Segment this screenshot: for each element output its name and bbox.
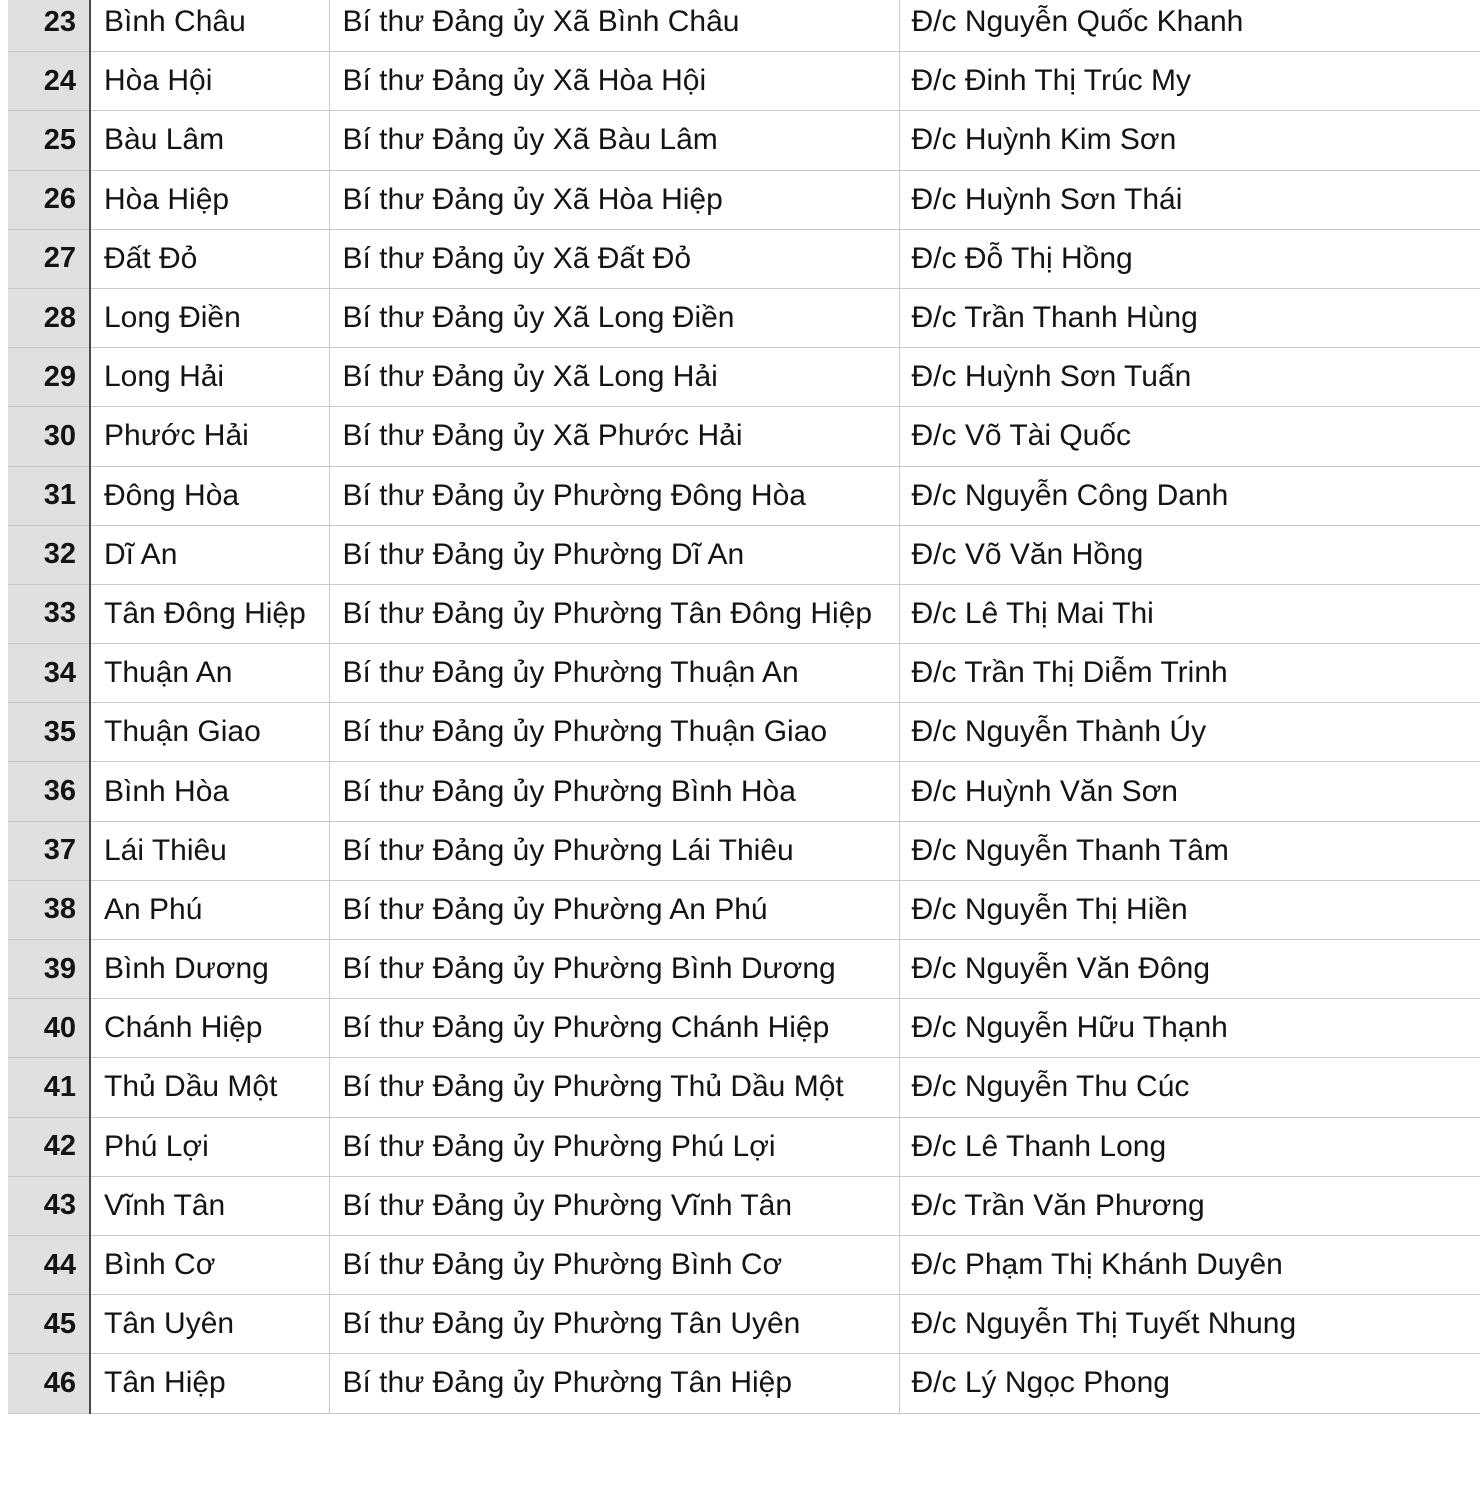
title-cell[interactable]: Bí thư Đảng ủy Phường Thủ Dầu Một xyxy=(329,1058,899,1117)
table-row[interactable] xyxy=(8,940,1480,999)
place-cell[interactable]: Hòa Hội xyxy=(90,52,329,111)
person-cell[interactable]: Đ/c Phạm Thị Khánh Duyên xyxy=(899,1235,1480,1294)
person-cell[interactable]: Đ/c Lê Thanh Long xyxy=(899,1117,1480,1176)
person-cell[interactable]: Đ/c Lý Ngọc Phong xyxy=(899,1354,1480,1413)
row-number-cell[interactable]: 43 xyxy=(8,1176,90,1235)
person-cell[interactable]: Đ/c Võ Văn Hồng xyxy=(899,525,1480,584)
row-number-cell[interactable]: 35 xyxy=(8,703,90,762)
title-cell[interactable]: Bí thư Đảng ủy Phường Thuận Giao xyxy=(329,703,899,762)
person-cell[interactable]: Đ/c Huỳnh Sơn Thái xyxy=(899,170,1480,229)
place-cell[interactable]: Vĩnh Tân xyxy=(90,1176,329,1235)
table-row[interactable] xyxy=(8,999,1480,1058)
person-cell[interactable]: Đ/c Võ Tài Quốc xyxy=(899,407,1480,466)
row-number-cell[interactable]: 46 xyxy=(8,1354,90,1413)
place-cell[interactable]: Long Hải xyxy=(90,348,329,407)
row-number-cell[interactable]: 25 xyxy=(8,111,90,170)
table-row[interactable] xyxy=(8,644,1480,703)
row-number-cell[interactable]: 42 xyxy=(8,1117,90,1176)
row-number-cell[interactable]: 28 xyxy=(8,288,90,347)
title-cell[interactable]: Bí thư Đảng ủy Phường Đông Hòa xyxy=(329,466,899,525)
row-number-cell[interactable]: 29 xyxy=(8,348,90,407)
place-cell[interactable]: Thuận Giao xyxy=(90,703,329,762)
table-row[interactable] xyxy=(8,0,1480,52)
place-cell[interactable]: Tân Hiệp xyxy=(90,1354,329,1413)
person-cell[interactable]: Đ/c Đỗ Thị Hồng xyxy=(899,229,1480,288)
row-number-cell[interactable]: 24 xyxy=(8,52,90,111)
table-body xyxy=(8,0,1480,1413)
place-cell[interactable]: Bình Dương xyxy=(90,940,329,999)
table-row[interactable] xyxy=(8,229,1480,288)
title-cell[interactable]: Bí thư Đảng ủy Phường Tân Đông Hiệp xyxy=(329,584,899,643)
row-number-cell[interactable]: 34 xyxy=(8,644,90,703)
title-cell[interactable]: Bí thư Đảng ủy Xã Hòa Hiệp xyxy=(329,170,899,229)
row-number-cell[interactable]: 36 xyxy=(8,762,90,821)
title-cell[interactable]: Bí thư Đảng ủy Xã Bình Châu xyxy=(329,0,899,52)
person-cell[interactable]: Đ/c Huỳnh Sơn Tuấn xyxy=(899,348,1480,407)
title-cell[interactable]: Bí thư Đảng ủy Xã Phước Hải xyxy=(329,407,899,466)
title-cell[interactable]: Bí thư Đảng ủy Phường Vĩnh Tân xyxy=(329,1176,899,1235)
title-cell[interactable]: Bí thư Đảng ủy Phường Chánh Hiệp xyxy=(329,999,899,1058)
place-cell[interactable]: Tân Uyên xyxy=(90,1295,329,1354)
table-row[interactable] xyxy=(8,1235,1480,1294)
row-number-cell[interactable]: 41 xyxy=(8,1058,90,1117)
place-cell[interactable]: Đất Đỏ xyxy=(90,229,329,288)
title-cell[interactable]: Bí thư Đảng ủy Phường Bình Cơ xyxy=(329,1235,899,1294)
title-cell[interactable]: Bí thư Đảng ủy Phường An Phú xyxy=(329,880,899,939)
title-cell[interactable]: Bí thư Đảng ủy Xã Long Hải xyxy=(329,348,899,407)
table-row[interactable] xyxy=(8,821,1480,880)
left-gutter xyxy=(0,0,8,1492)
row-number-cell[interactable]: 40 xyxy=(8,999,90,1058)
table-row[interactable] xyxy=(8,288,1480,347)
place-cell[interactable]: Thuận An xyxy=(90,644,329,703)
place-cell[interactable]: Phước Hải xyxy=(90,407,329,466)
row-number-cell[interactable]: 27 xyxy=(8,229,90,288)
table-row[interactable] xyxy=(8,466,1480,525)
row-number-cell[interactable]: 30 xyxy=(8,407,90,466)
table-row[interactable] xyxy=(8,1117,1480,1176)
table-row[interactable] xyxy=(8,1176,1480,1235)
place-cell[interactable]: An Phú xyxy=(90,880,329,939)
person-cell[interactable]: Đ/c Nguyễn Thành Úy xyxy=(899,703,1480,762)
table-row[interactable] xyxy=(8,52,1480,111)
row-number-cell[interactable]: 45 xyxy=(8,1295,90,1354)
title-cell[interactable]: Bí thư Đảng ủy Phường Thuận An xyxy=(329,644,899,703)
place-cell[interactable]: Thủ Dầu Một xyxy=(90,1058,329,1117)
person-cell[interactable]: Đ/c Nguyễn Thị Tuyết Nhung xyxy=(899,1295,1480,1354)
title-cell[interactable]: Bí thư Đảng ủy Xã Bàu Lâm xyxy=(329,111,899,170)
person-cell[interactable]: Đ/c Trần Thị Diễm Trinh xyxy=(899,644,1480,703)
table-row[interactable] xyxy=(8,407,1480,466)
title-cell[interactable]: Bí thư Đảng ủy Phường Tân Uyên xyxy=(329,1295,899,1354)
table-row[interactable] xyxy=(8,584,1480,643)
row-number-cell[interactable]: 31 xyxy=(8,466,90,525)
title-cell[interactable]: Bí thư Đảng ủy Xã Hòa Hội xyxy=(329,52,899,111)
title-cell[interactable]: Bí thư Đảng ủy Phường Tân Hiệp xyxy=(329,1354,899,1413)
table-row[interactable] xyxy=(8,111,1480,170)
place-cell[interactable]: Tân Đông Hiệp xyxy=(90,584,329,643)
person-cell[interactable]: Đ/c Nguyễn Công Danh xyxy=(899,466,1480,525)
row-number-cell[interactable]: 23 xyxy=(8,0,90,52)
table-row[interactable] xyxy=(8,1295,1480,1354)
place-cell[interactable]: Bình Châu xyxy=(90,0,329,52)
row-number-cell[interactable]: 39 xyxy=(8,940,90,999)
person-cell[interactable]: Đ/c Trần Văn Phương xyxy=(899,1176,1480,1235)
row-number-cell[interactable]: 32 xyxy=(8,525,90,584)
place-cell[interactable]: Hòa Hiệp xyxy=(90,170,329,229)
place-cell[interactable]: Lái Thiêu xyxy=(90,821,329,880)
person-cell[interactable]: Đ/c Nguyễn Hữu Thạnh xyxy=(899,999,1480,1058)
person-cell[interactable]: Đ/c Trần Thanh Hùng xyxy=(899,288,1480,347)
title-cell[interactable]: Bí thư Đảng ủy Phường Dĩ An xyxy=(329,525,899,584)
title-cell[interactable]: Bí thư Đảng ủy Phường Phú Lợi xyxy=(329,1117,899,1176)
row-number-cell[interactable]: 44 xyxy=(8,1235,90,1294)
person-cell[interactable]: Đ/c Nguyễn Thị Hiền xyxy=(899,880,1480,939)
title-cell[interactable]: Bí thư Đảng ủy Phường Bình Dương xyxy=(329,940,899,999)
person-cell[interactable]: Đ/c Huỳnh Kim Sơn xyxy=(899,111,1480,170)
data-table xyxy=(8,0,1480,1414)
row-number-cell[interactable]: 26 xyxy=(8,170,90,229)
place-cell[interactable]: Bàu Lâm xyxy=(90,111,329,170)
row-number-cell[interactable]: 38 xyxy=(8,880,90,939)
title-cell[interactable]: Bí thư Đảng ủy Phường Bình Hòa xyxy=(329,762,899,821)
person-cell[interactable]: Đ/c Nguyễn Quốc Khanh xyxy=(899,0,1480,52)
title-cell[interactable]: Bí thư Đảng ủy Xã Long Điền xyxy=(329,288,899,347)
place-cell[interactable]: Long Điền xyxy=(90,288,329,347)
place-cell[interactable]: Dĩ An xyxy=(90,525,329,584)
person-cell[interactable]: Đ/c Lê Thị Mai Thi xyxy=(899,584,1480,643)
title-cell[interactable]: Bí thư Đảng ủy Phường Lái Thiêu xyxy=(329,821,899,880)
row-number-cell[interactable]: 33 xyxy=(8,584,90,643)
person-cell[interactable]: Đ/c Đinh Thị Trúc My xyxy=(899,52,1480,111)
person-cell[interactable]: Đ/c Huỳnh Văn Sơn xyxy=(899,762,1480,821)
table-row[interactable] xyxy=(8,348,1480,407)
place-cell[interactable]: Chánh Hiệp xyxy=(90,999,329,1058)
table-row[interactable] xyxy=(8,703,1480,762)
table-row[interactable] xyxy=(8,1058,1480,1117)
table-row[interactable] xyxy=(8,170,1480,229)
table-row[interactable] xyxy=(8,880,1480,939)
table-row[interactable] xyxy=(8,762,1480,821)
place-cell[interactable]: Đông Hòa xyxy=(90,466,329,525)
person-cell[interactable]: Đ/c Nguyễn Văn Đông xyxy=(899,940,1480,999)
row-number-cell[interactable]: 37 xyxy=(8,821,90,880)
title-cell[interactable]: Bí thư Đảng ủy Xã Đất Đỏ xyxy=(329,229,899,288)
person-cell[interactable]: Đ/c Nguyễn Thu Cúc xyxy=(899,1058,1480,1117)
table-row[interactable] xyxy=(8,1354,1480,1413)
place-cell[interactable]: Phú Lợi xyxy=(90,1117,329,1176)
place-cell[interactable]: Bình Hòa xyxy=(90,762,329,821)
table-row[interactable] xyxy=(8,525,1480,584)
place-cell[interactable]: Bình Cơ xyxy=(90,1235,329,1294)
person-cell[interactable]: Đ/c Nguyễn Thanh Tâm xyxy=(899,821,1480,880)
